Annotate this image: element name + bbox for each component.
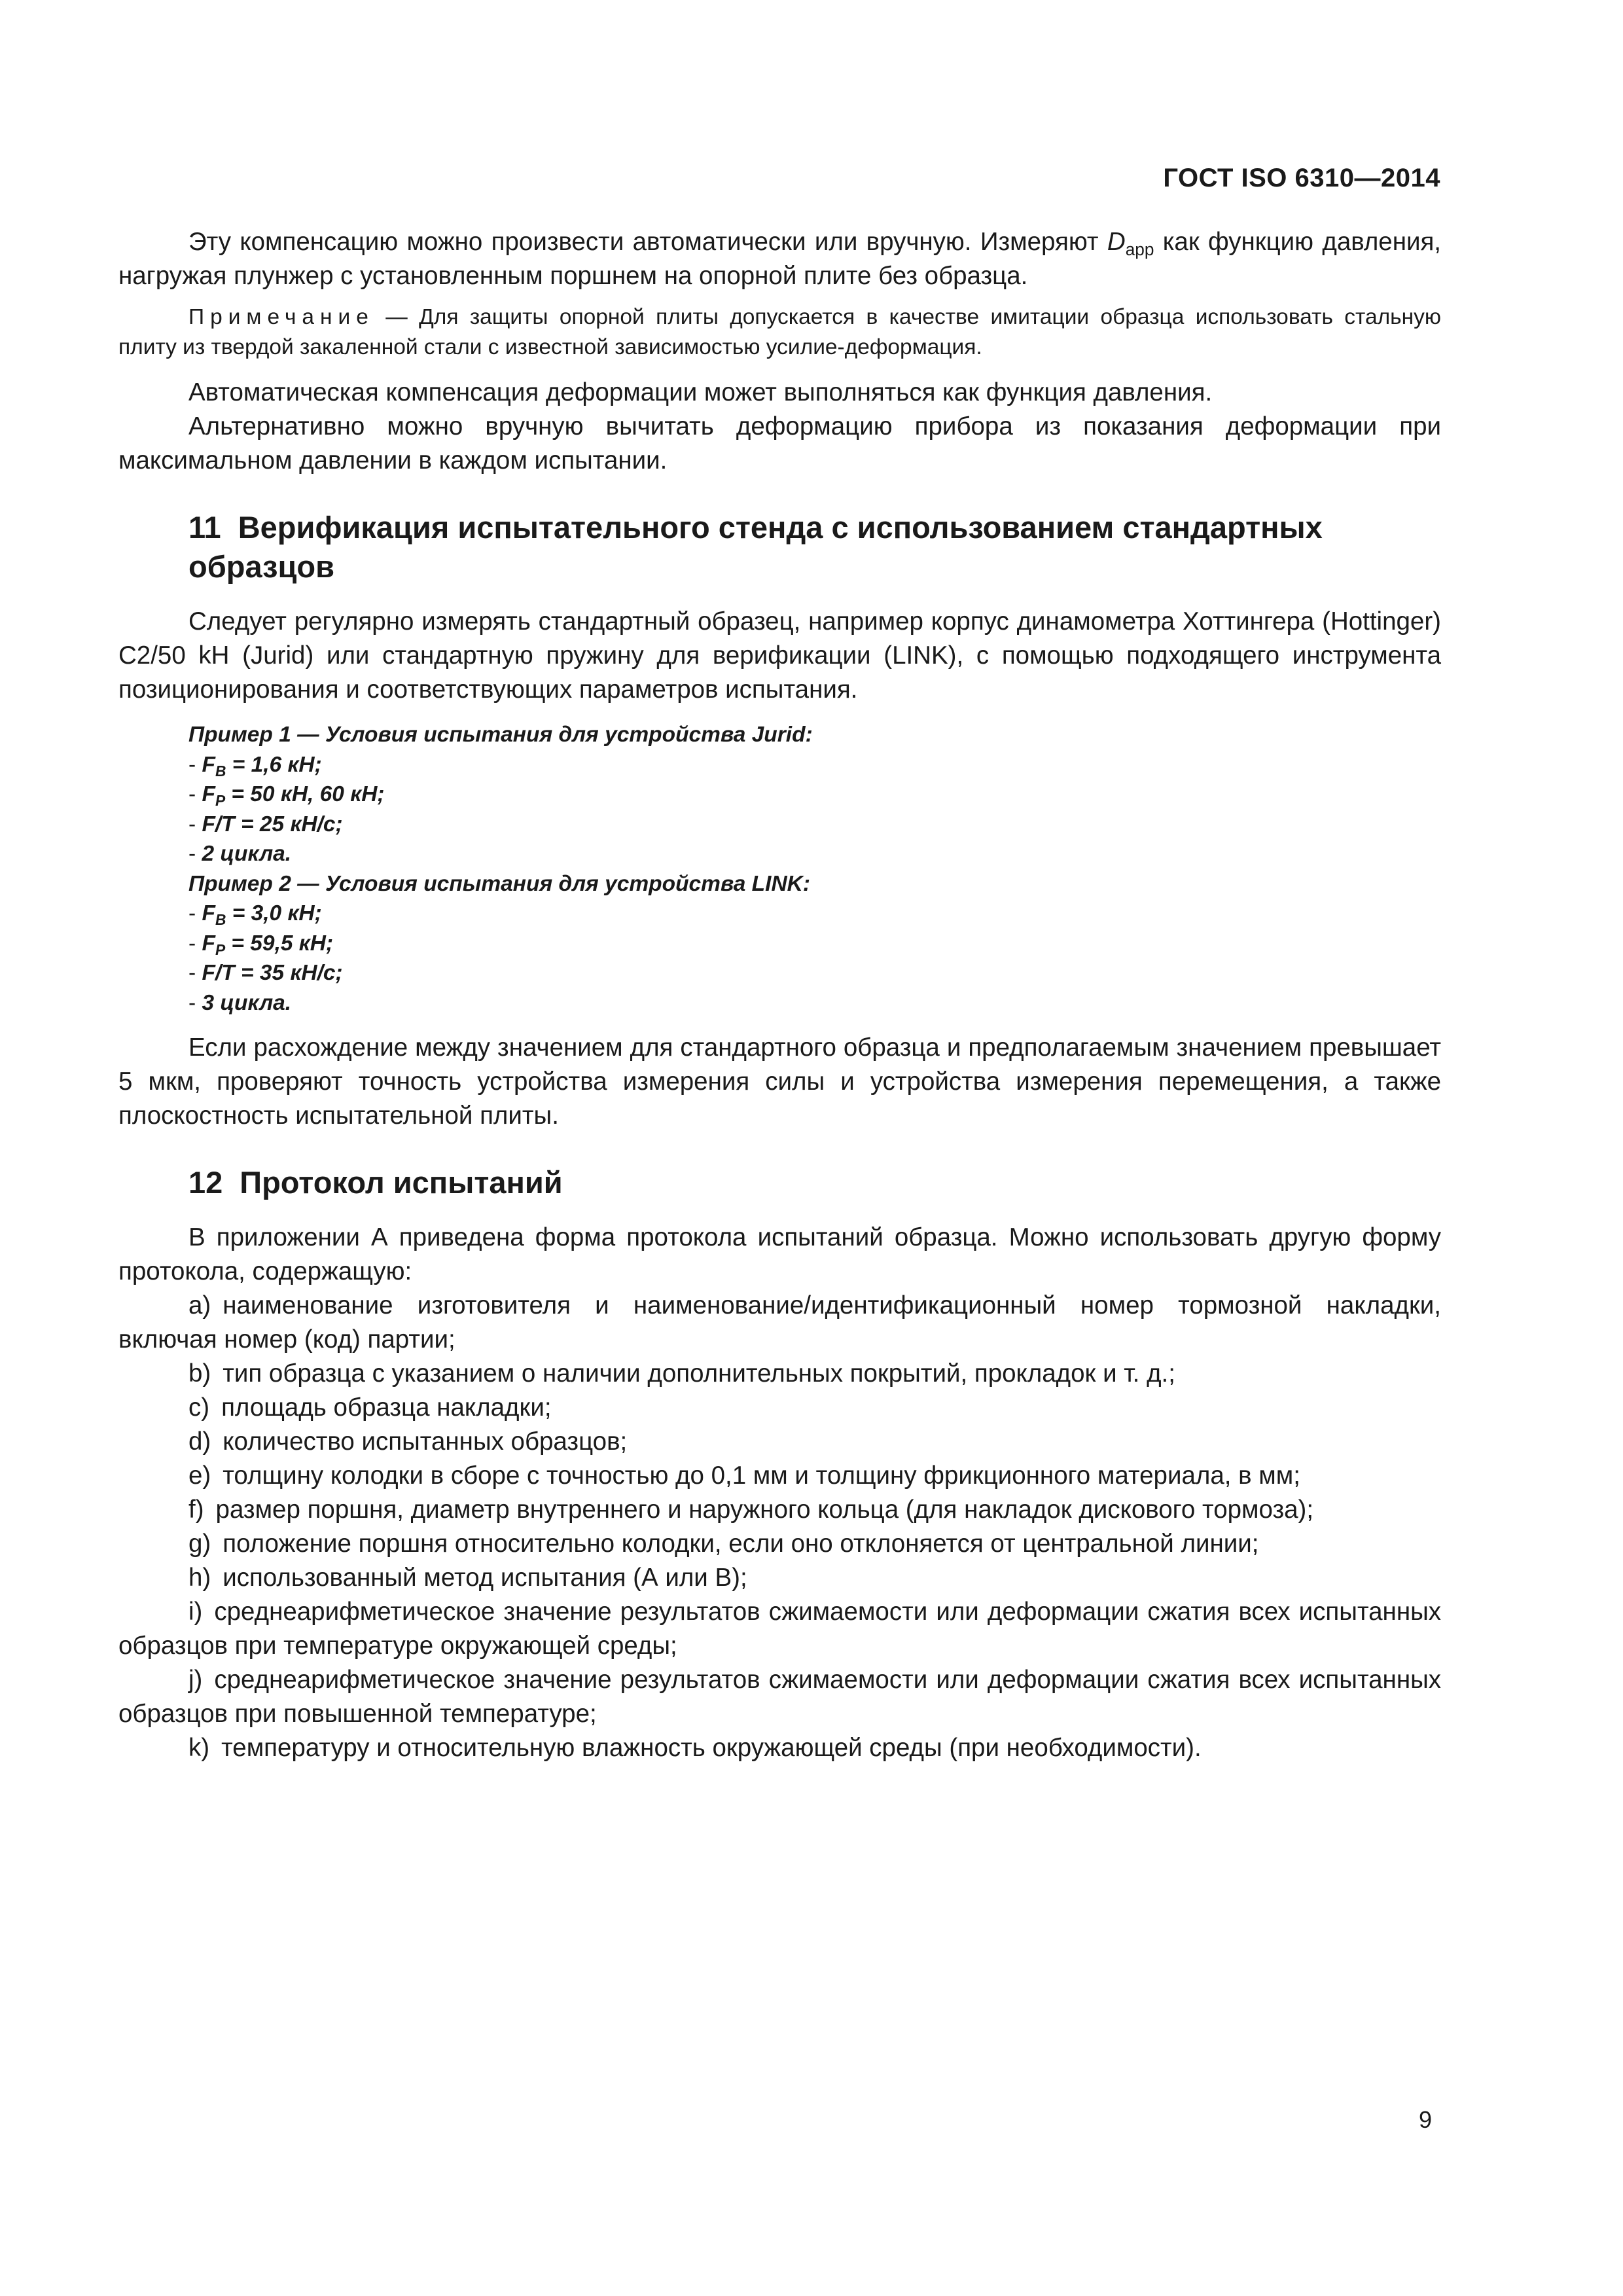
document-code-header: ГОСТ ISO 6310—2014 (1163, 164, 1440, 192)
list-item: a) наименование изготовителя и наименование/идентификационный номер тормозной накладки, включая номер (код) партии; (118, 1291, 1441, 1354)
example-2-fb: - $F_B = 3,0$ кН; (188, 901, 322, 928)
section-12-intro-paragraph: В приложении А приведена форма протокола испытаний образца. Можно использовать другую форму протокола, содержащую: (118, 1223, 1441, 1285)
list-item: b) тип образца с указанием о наличии дополнительных покрытий, прокладок и т. д.; (188, 1359, 1175, 1388)
list-item: e) толщину колодки в сборе с точностью до 0,1 мм и толщину фрикционного материала, в мм; (188, 1462, 1300, 1490)
note-label: Примечание (188, 305, 374, 329)
section-11-heading (118, 508, 1441, 586)
note-paragraph (118, 302, 1441, 363)
list-item: h) использованный метод испытания (А или В); (188, 1564, 747, 1592)
section-11-paragraph: Следует регулярно измерять стандартный образец, например корпус динамометра Хоттингера (Hottinger) C2/50 kH (Jurid) или стандартную пружину для верификации (LINK), с помощью подходящего инструмента позиционирования и соответствующих параметров испытания. (118, 607, 1441, 704)
examples-block (118, 720, 1441, 1018)
page-content (118, 225, 1441, 1765)
example-2-cycles: - 3 цикла. (188, 990, 292, 1015)
list-item: j) среднеарифметическое значение результатов сжимаемости или деформации сжатия всех испытанных образцов при повышенной температуре; (118, 1666, 1441, 1728)
example-1-fb: - $F_B = 1,6$ кН; (188, 752, 322, 780)
section-11-closing-paragraph: Если расхождение между значением для стандартного образца и предполагаемым значением превышает 5 мкм, проверяют точность устройства измерения силы и устройства измерения перемещения, а также плоскостность испытательной плиты. (118, 1033, 1441, 1130)
section-12-number: 12 (188, 1165, 223, 1200)
intro-paragraph-1: Эту компенсацию можно произвести автоматически или вручную. Измеряют $D_{app}$ как функцию давления, нагружая плунжер с установленным поршнем на опорной плите без образца. (118, 228, 1442, 290)
section-12-title: Протокол испытаний (240, 1165, 563, 1200)
section-12-heading (118, 1163, 1441, 1202)
intro-paragraph-2: Автоматическая компенсация деформации может выполняться как функция давления. (188, 378, 1213, 406)
d-app-symbol: D (1107, 228, 1126, 256)
list-item: d) количество испытанных образцов; (188, 1427, 628, 1456)
list-item: f) размер поршня, диаметр внутреннего и наружного кольца (для накладок дискового тормоза); (188, 1496, 1314, 1524)
example-1-fp: - $F_P = 50$ кН, 60 кН; (188, 782, 385, 809)
example-1-ft: - F/T = 25 кН/с; (188, 812, 343, 836)
list-item: c) площадь образца накладки; (188, 1393, 552, 1422)
list-item: k) температуру и относительную влажность окружающей среды (при необходимости). (188, 1734, 1202, 1762)
note-text: — Для защиты опорной плиты допускается в качестве имитации образца использовать стальную плиту из твердой закаленной стали с известной зависимостью усилие-деформация. (118, 305, 1441, 359)
example-2-title: Пример 2 — Условия испытания для устройства LINK: (188, 871, 810, 896)
protocol-items-list (118, 1289, 1441, 1765)
list-item: i) среднеарифметическое значение результатов сжимаемости или деформации сжатия всех испытанных образцов при температуре окружающей среды; (118, 1598, 1441, 1660)
example-1-title: Пример 1 — Условия испытания для устройства Jurid: (188, 723, 813, 747)
section-11-title: Верификация испытательного стенда с использованием стандартных образцов (188, 510, 1323, 584)
example-2-fp: - $F_P = 59,5$ кН; (188, 931, 334, 958)
list-item: g) положение поршня относительно колодки, если оно отклоняется от центральной линии; (188, 1530, 1259, 1558)
intro-paragraph-3: Альтернативно можно вручную вычитать деформацию прибора из показания деформации при максимальном давлении в каждом испытании. (118, 412, 1441, 475)
example-2-ft: - F/T = 35 кН/с; (188, 961, 343, 985)
page-number: 9 (1418, 2106, 1432, 2133)
example-1-cycles: - 2 цикла. (188, 842, 292, 866)
d-app-subscript: app (1125, 239, 1154, 259)
section-11-number: 11 (188, 510, 221, 545)
